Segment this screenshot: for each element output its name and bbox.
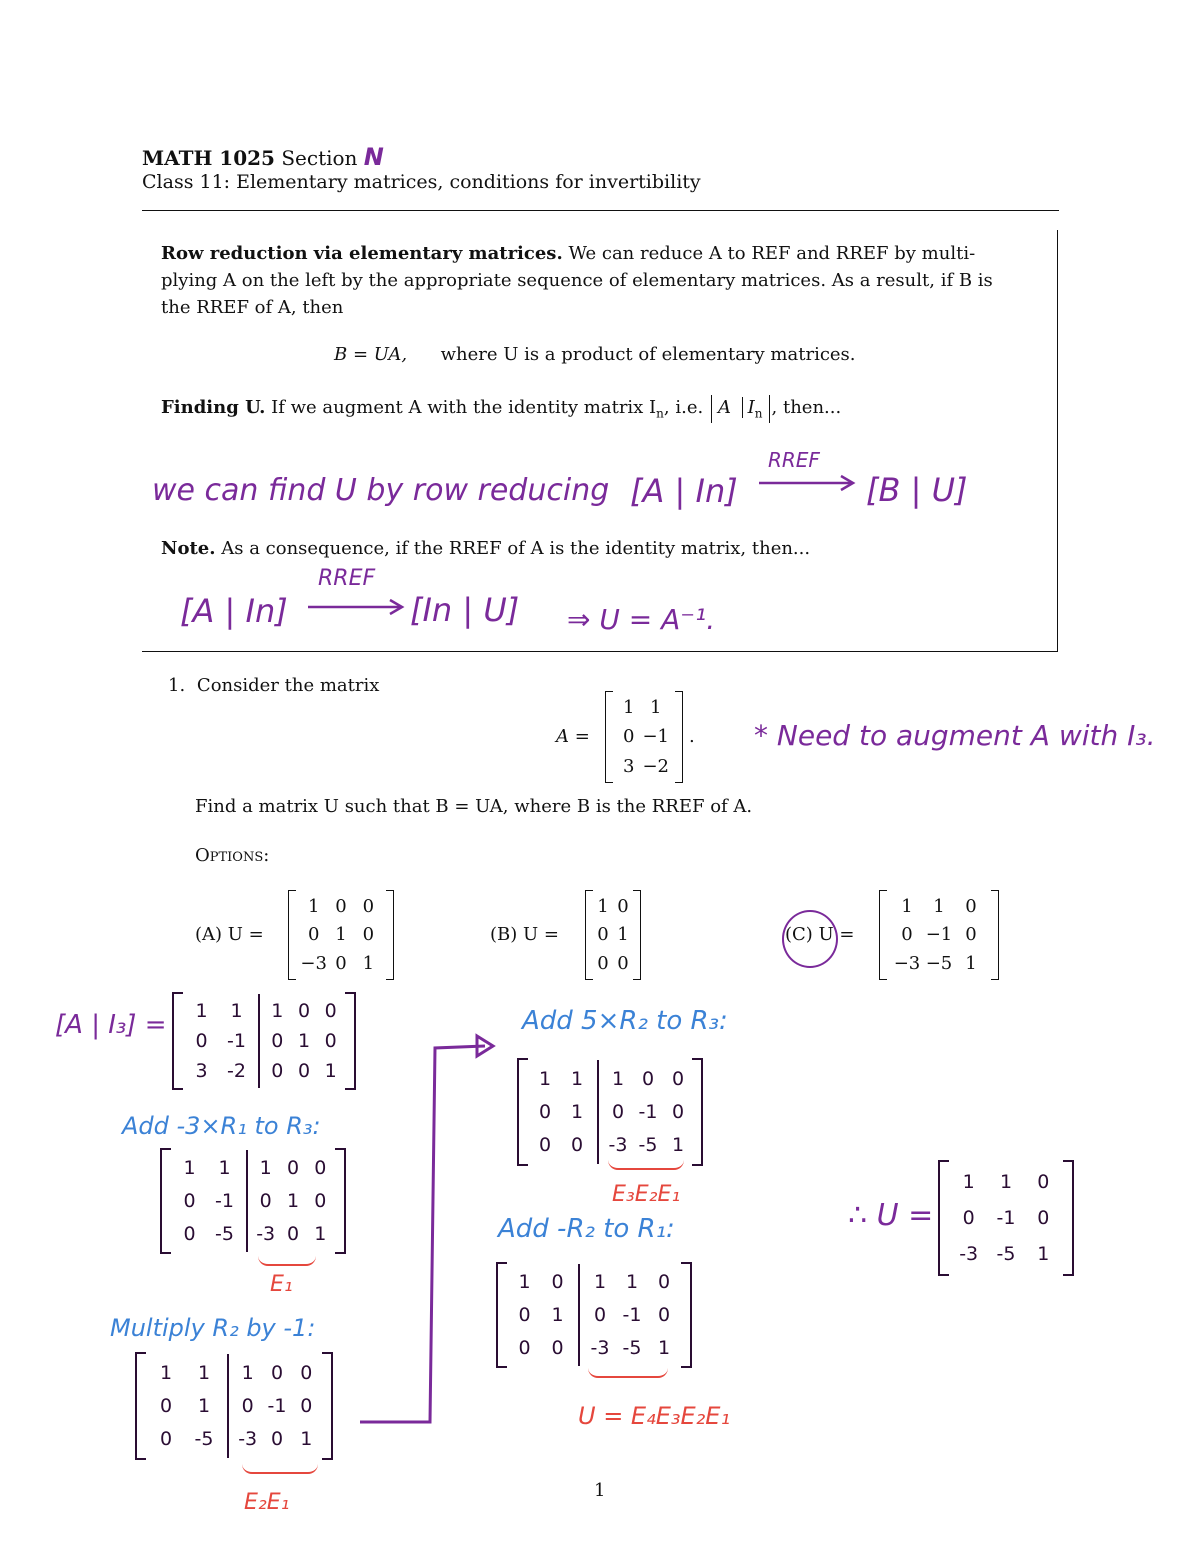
bracket-left	[160, 1148, 171, 1254]
matrix-cell: −2	[642, 755, 669, 777]
bracket-left	[135, 1352, 146, 1460]
matrix-cell: 0	[300, 1394, 313, 1417]
equation-line	[334, 344, 856, 365]
hw-aug-2: [A | In]	[180, 592, 288, 630]
hw-aug-1: [A | In]	[630, 472, 738, 510]
matrix-cells	[593, 892, 633, 978]
matrix-cell: 0	[297, 1060, 311, 1082]
matrix-cell: 1	[570, 1100, 584, 1123]
matrix-cell: 0	[286, 1157, 300, 1180]
finding-line	[161, 395, 841, 423]
matrix-cell: 0	[335, 895, 347, 917]
finding-aug-sub: n	[754, 406, 763, 421]
matrix-cell: 0	[241, 1394, 254, 1417]
hw-find-u: we can find U by row reducing	[152, 473, 610, 508]
matrix-cell: 0	[1037, 1207, 1050, 1229]
option-b-matrix	[585, 890, 641, 980]
matrix-cell: -5	[215, 1222, 234, 1245]
bracket-left	[517, 1058, 528, 1166]
matrix-cell: 1	[314, 1222, 327, 1245]
matrix-cell: 1	[335, 924, 347, 946]
matrix-cell: 0	[657, 1271, 671, 1294]
flow-arrow	[355, 1030, 505, 1430]
page-number: 1	[594, 1480, 606, 1501]
matrix-cell: 0	[159, 1428, 173, 1451]
options-label: Options:	[195, 845, 270, 866]
matrix-cell: 1	[650, 697, 662, 719]
matrix-cell: 0	[183, 1222, 196, 1245]
matrix-cell: 1	[362, 953, 375, 975]
bracket-right	[675, 691, 683, 783]
augment-separator	[597, 1060, 599, 1164]
augment-separator	[227, 1354, 229, 1458]
matrix-cells-left	[529, 1062, 593, 1162]
problem-intro-text: Consider the matrix	[196, 675, 380, 696]
finding-text-2: , i.e.	[663, 397, 704, 418]
matrix-cells	[617, 693, 671, 781]
hw-rref-1: RREF	[768, 448, 820, 472]
option-c-label: (C) U =	[785, 924, 855, 945]
matrix-cell: 0	[259, 1189, 272, 1212]
matrix-cell: -3	[590, 1336, 610, 1359]
matrix-cell: -1	[622, 1303, 642, 1326]
matrix-cell: -1	[215, 1189, 234, 1212]
matrix-cell: 1	[518, 1271, 531, 1294]
hw-matrix-0	[172, 992, 356, 1090]
matrix-cell: −3	[893, 953, 921, 975]
row-reduction-line-3: the RREF of A, then	[161, 297, 344, 318]
matrix-cell: 0	[538, 1100, 552, 1123]
hw-e3e2e1: E₃E₂E₁	[612, 1182, 681, 1207]
matrix-cell: 0	[617, 953, 629, 975]
matrix-cell: −5	[925, 953, 953, 975]
matrix-cell: 0	[538, 1134, 552, 1157]
matrix-cell: 0	[965, 924, 977, 946]
hw-matrix-1	[160, 1148, 346, 1254]
a-label: A =	[556, 726, 590, 747]
matrix-cell: 0	[159, 1394, 173, 1417]
matrix-cell: 1	[197, 1394, 211, 1417]
note-heading: Note.	[161, 538, 216, 559]
option-b-label: (B) U =	[490, 924, 559, 945]
matrix-cell: 1	[597, 895, 609, 917]
matrix-cell: 0	[271, 1030, 284, 1052]
matrix-cell: 1	[671, 1134, 685, 1157]
matrix-cells-left	[172, 1152, 242, 1250]
finding-text: If we augment A with the identity matrix I	[271, 397, 657, 418]
matrix-cell: 1	[623, 697, 635, 719]
matrix-cell: 0	[300, 1361, 313, 1384]
matrix-cell: -3	[959, 1243, 979, 1265]
matrix-cell: 0	[593, 1303, 607, 1326]
a-period: .	[689, 726, 695, 747]
matrix-cell: -5	[622, 1336, 642, 1359]
matrix-cell: -3	[238, 1428, 258, 1451]
matrix-cell: 0	[962, 1207, 975, 1229]
bracket-right	[335, 1148, 346, 1254]
matrix-cells-right	[584, 1266, 680, 1364]
bracket-left	[288, 890, 296, 980]
matrix-cell: −1	[925, 924, 953, 946]
matrix-cell: 0	[270, 1361, 284, 1384]
matrix-cell: 1	[259, 1157, 272, 1180]
hw-step-1: Add -3×R₁ to R₃:	[122, 1112, 321, 1140]
bracket-left	[172, 992, 183, 1090]
brace-e2e1	[242, 1464, 318, 1474]
matrix-cell: 0	[623, 726, 635, 748]
hw-implies: ⇒ U = A⁻¹.	[567, 603, 716, 636]
matrix-cell: 0	[597, 924, 609, 946]
bracket-right	[991, 890, 999, 980]
matrix-cell: 0	[314, 1189, 327, 1212]
option-c-matrix	[879, 890, 999, 980]
hw-matrix-u	[938, 1160, 1074, 1276]
matrix-cell: -1	[267, 1394, 287, 1417]
equation-lhs: B = UA,	[334, 344, 408, 365]
matrix-cell: −1	[642, 726, 669, 748]
class-title: Class 11: Elementary matrices, conditions for invertibility	[142, 171, 701, 193]
option-a-matrix	[288, 890, 394, 980]
matrix-cell: 0	[335, 953, 347, 975]
matrix-cell: 1	[297, 1030, 311, 1052]
augment-separator	[258, 994, 260, 1088]
matrix-cell: 1	[593, 1271, 607, 1294]
matrix-cells	[300, 892, 382, 978]
finding-heading: Finding U.	[161, 397, 266, 418]
matrix-cell: 1	[999, 1171, 1013, 1193]
matrix-cells-right	[233, 1356, 321, 1456]
brace-u	[588, 1368, 668, 1378]
matrix-cell: 1	[241, 1361, 254, 1384]
matrix-cell: 0	[297, 1000, 311, 1022]
matrix-cell: 1	[570, 1067, 584, 1090]
hw-rref-2: RREF	[318, 566, 376, 591]
bracket-left	[879, 890, 887, 980]
brace-e1	[258, 1256, 316, 1266]
matrix-cell: 1	[551, 1303, 564, 1326]
matrix-cell: 1	[965, 953, 977, 975]
matrix-cell: 0	[671, 1100, 685, 1123]
matrix-cell: 1	[901, 895, 913, 917]
matrix-cell: 1	[307, 895, 320, 917]
matrix-cell: 0	[270, 1428, 284, 1451]
matrix-a	[605, 691, 683, 783]
matrix-cell: 1	[962, 1171, 975, 1193]
matrix-cell: 1	[230, 1000, 243, 1022]
matrix-cells	[891, 892, 987, 978]
matrix-cell: 0	[901, 924, 913, 946]
hw-result-2: [In | U]	[410, 591, 520, 629]
hw-step-2: Multiply R₂ by -1:	[110, 1314, 316, 1342]
matrix-cell: 0	[518, 1303, 531, 1326]
matrix-cell: 0	[271, 1060, 284, 1082]
row-reduction-line-2: plying A on the left by the appropriate sequence of elementary matrices. As a result, if B is	[161, 270, 993, 291]
bracket-right	[681, 1262, 692, 1368]
bracket-right	[633, 890, 641, 980]
matrix-cell: 0	[657, 1303, 671, 1326]
bracket-left	[496, 1262, 507, 1368]
matrix-cell: -5	[194, 1428, 214, 1451]
note-line	[161, 538, 810, 559]
section-label: Section	[281, 146, 358, 170]
row-reduction-text-1: We can reduce A to REF and RREF by multi-	[568, 243, 976, 264]
matrix-cell: 1	[1037, 1243, 1050, 1265]
matrix-cell: 0	[570, 1134, 584, 1157]
header-rule	[142, 210, 1059, 211]
problem-question: Find a matrix U such that B = UA, where B is the RREF of A.	[195, 796, 753, 817]
matrix-cell: 1	[611, 1067, 625, 1090]
matrix-cell: -1	[227, 1030, 246, 1052]
finding-augmented	[711, 395, 770, 423]
matrix-cell: 1	[538, 1067, 552, 1090]
hw-matrix-4	[496, 1262, 692, 1368]
note-text: As a consequence, if the RREF of A is the identity matrix, then...	[221, 538, 811, 559]
matrix-cell: -5	[996, 1243, 1016, 1265]
matrix-cell: 1	[625, 1271, 639, 1294]
problem-intro	[168, 675, 379, 696]
hw-arrow-2	[306, 597, 406, 617]
equation-text: where U is a product of elementary matrices.	[440, 344, 856, 365]
hw-step-3: Add 5×R₂ to R₃:	[522, 1006, 728, 1036]
matrix-cell: 0	[195, 1030, 208, 1052]
bracket-right	[386, 890, 394, 980]
bracket-left	[605, 691, 613, 783]
matrix-cell: 1	[286, 1189, 300, 1212]
matrix-cells-left	[147, 1356, 223, 1456]
matrix-cell: 0	[286, 1222, 300, 1245]
option-a-label: (A) U =	[195, 924, 264, 945]
hw-result-1: [B | U]	[866, 471, 968, 509]
matrix-cells-left	[508, 1266, 574, 1364]
matrix-cell: 1	[271, 1000, 284, 1022]
augment-separator	[578, 1264, 580, 1366]
finding-text-3: , then...	[771, 397, 842, 418]
matrix-cells-left	[184, 996, 254, 1086]
matrix-cell: -5	[638, 1134, 658, 1157]
matrix-cell: 0	[597, 953, 609, 975]
augment-separator	[246, 1150, 248, 1252]
matrix-cell: -3	[256, 1222, 276, 1245]
matrix-cell: 0	[611, 1100, 625, 1123]
matrix-cell: 0	[307, 924, 320, 946]
matrix-cell: 0	[671, 1067, 685, 1090]
matrix-cell: 0	[324, 1000, 337, 1022]
matrix-cell: 0	[1037, 1171, 1050, 1193]
bracket-right	[692, 1058, 703, 1166]
matrix-cell: -2	[227, 1060, 246, 1082]
finding-aug-a: A	[717, 397, 731, 418]
matrix-cell: 0	[314, 1157, 327, 1180]
row-reduction-heading: Row reduction via elementary matrices.	[161, 243, 563, 264]
matrix-cell: 0	[362, 895, 375, 917]
bracket-left	[938, 1160, 949, 1276]
matrix-cell: 0	[551, 1271, 564, 1294]
matrix-cell: 0	[362, 924, 375, 946]
matrix-cell: 1	[197, 1361, 211, 1384]
matrix-cell: -1	[638, 1100, 658, 1123]
bracket-right	[1063, 1160, 1074, 1276]
hw-therefore: ∴ U =	[848, 1198, 934, 1233]
matrix-cell: 3	[623, 755, 635, 777]
matrix-cell: -3	[608, 1134, 628, 1157]
hw-e2e1: E₂E₁	[244, 1490, 290, 1515]
matrix-cell: 1	[218, 1157, 231, 1180]
hw-u-product: U = E₄E₃E₂E₁	[578, 1402, 731, 1430]
matrix-cell: 0	[518, 1336, 531, 1359]
hw-arrow-1	[757, 473, 857, 493]
matrix-cell: 1	[300, 1428, 313, 1451]
matrix-cell: 1	[617, 924, 629, 946]
finding-aug-i: I	[747, 397, 755, 418]
matrix-cell: 0	[551, 1336, 564, 1359]
matrix-cells-right	[252, 1152, 334, 1250]
matrix-cell: 1	[933, 895, 945, 917]
matrix-cell: 0	[965, 895, 977, 917]
matrix-cell: 1	[657, 1336, 671, 1359]
matrix-cell: 0	[617, 895, 629, 917]
matrix-cell: 1	[159, 1361, 173, 1384]
hw-matrix-3	[517, 1058, 703, 1166]
hw-step-4: Add -R₂ to R₁:	[498, 1214, 675, 1244]
matrix-cell: 1	[195, 1000, 208, 1022]
matrix-cell: 3	[195, 1060, 208, 1082]
section-handwritten: N	[363, 143, 384, 171]
matrix-cell: -1	[996, 1207, 1016, 1229]
hw-aug-label: [A | I₃] =	[55, 1010, 167, 1040]
header-course	[142, 143, 384, 171]
matrix-cells-right	[264, 996, 344, 1086]
definition-box	[142, 230, 1058, 652]
matrix-cells-right	[603, 1062, 693, 1162]
finding-sub: n	[656, 406, 664, 421]
course-code: MATH 1025	[142, 146, 275, 170]
matrix-cell: 1	[324, 1060, 337, 1082]
problem-number: 1.	[168, 675, 186, 696]
matrix-cell: 0	[641, 1067, 655, 1090]
hw-matrix-2	[135, 1352, 333, 1460]
bracket-left	[585, 890, 593, 980]
row-reduction-line-1	[161, 243, 975, 264]
matrix-cell: −3	[300, 953, 327, 975]
matrix-cells	[950, 1164, 1062, 1272]
matrix-cell: 0	[324, 1030, 337, 1052]
hw-e1: E₁	[270, 1272, 293, 1297]
matrix-cell: 1	[183, 1157, 196, 1180]
brace-e3e2e1	[608, 1160, 684, 1170]
hw-need-augment: * Need to augment A with I₃.	[754, 719, 1156, 752]
matrix-cell: 0	[183, 1189, 196, 1212]
bracket-right	[322, 1352, 333, 1460]
